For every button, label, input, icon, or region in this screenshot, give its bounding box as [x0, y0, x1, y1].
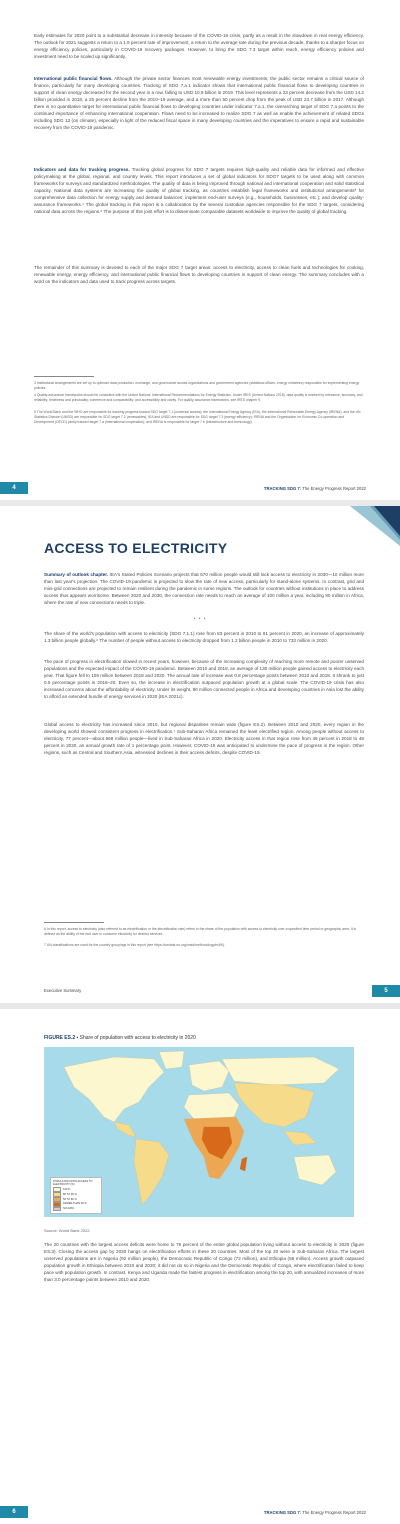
footnote-rule: [34, 376, 94, 377]
running-footer: Executive Summary: [44, 988, 82, 993]
paragraph-public-finance: International public financial flows. Although the private sector finances most renewable energy investments, the public sector remains a critical source of finance, particularly for many developing countries. Tracking of SDG 7.a.1 indicator shows that international public financial flows to developing countries in support of clean energy decreased for the second year in a row, falling to USD 10.9 billion in 2019. This level represents a 23 percent decrease from the USD 14.2 billion provided in 2018, a 25 percent decline from the 2010–19 average, and a more than 50 percent drop from the peak of USD 24.7 billion in 2017. Although there is no quantitative target for international public financial flows to developing countries under indicator 7.a.1, the overarching target of SDG 7.a points to the continued importance of enhancing international cooperation. Flows need to be increased to realize SDG 7 as well as enable the achievement of related SDGs including SDG 13 (on climate), especially in light of the reduced fiscal space in many developing countries and the imperatives to ensure a rapid and sustainable recovery from the COVID-19 pandemic.: [34, 76, 364, 130]
paragraph-intensity: Early estimates for 2020 point to a substantial decrease in intensity because of the COVID-19 crisis, partly as a result in the slowdown in real energy efficiency. The outlook for 2021 suggests a return to a 1.9 percent rate of improvement, a return to the average rate during the previous decade, thanks to a sharper focus on energy efficiency policies, particularly in COVID-19 recovery packages. However, to bring the SDG 7.3 target within reach, energy efficiency policies and investment need to be scaled up significantly.: [34, 33, 364, 59]
running-footer: TRACKING SDG 7: The Energy Progress Report 2022: [263, 1510, 366, 1515]
page-4: [0, 0, 400, 500]
legend-item: [53, 1207, 99, 1212]
footnote-rule: [44, 922, 104, 923]
page-6: [0, 1009, 400, 1524]
heading-public-finance: International public financial flows.: [34, 76, 113, 81]
paragraph-pace: The pace of progress in electrification slowed in recent years, however, because of the increasing complexity of reaching more remote and poorer unserved populations and the expected impact of the COVID-19 pandemic. Between 2010 and 2018, an average of 130 million people gained access to electricity each year. That figure fell to 109 million between 2018 and 2020. The annual rate of increase was 0.8 percentage points between 2010 and 2018. It shrank to just 0.5 percentage points in 2018–20. Even so, the increase in electrification outpaced population growth at a global scale. The COVID-19 crisis has also increased concerns about the affordability of electricity. Under its weight, 90 million connected people in Africa and developing countries in Asia lost the ability to afford an extended bundle of energy services in 2020 (IEA 2021c).: [44, 659, 364, 699]
heading-outlook: Summary of outlook chapter.: [44, 572, 109, 577]
page-title: ACCESS TO ELECTRICITY: [44, 540, 228, 556]
legend-label: 50 TO 80 %: [63, 1197, 77, 1201]
paragraph-top20: The 20 countries with the largest access deficits were home to 76 percent of the entire global population living without access to electricity in 2020 (figure ES.3). Closing the access gap by 2030 hangs on electrification efforts in these 20 countries. Most of the top 20 were in Sub-Saharan Africa. The largest unserved populations are in Nigeria (92 million people), the Democratic Republic of Congo (72 million), and Ethiopia (56 million). Access growth outpaced population growth in Ethiopia between 2010 and 2020; it did not do so in Nigeria and the Democratic Republic of Congo, where electrification failed to keep pace with population growth. In contrast, Kenya and Uganda made the fastest progress in electrification among the top 20, with annualized increases of more than 3.0 percentage points between 2010 and 2020.: [44, 1242, 364, 1282]
figure-label: FIGURE ES.2: [44, 1035, 76, 1041]
legend-label: 100 %: [63, 1188, 71, 1191]
footnote-4: 4 Quality-assurance frameworks should be consistent with the United Nations' International Recommendations for Energy Statistics. Under IRES (United Nations 2018), data quality is marked by relevance, accuracy, and reliability; timeliness and punctuality; coherence and comparability; and accessibility and clarity. For quality-assurance frameworks, see IRES chapter 9.: [34, 393, 363, 402]
north-africa-shape: [184, 1093, 239, 1119]
north-asia-shape: [222, 1057, 339, 1085]
legend-label: FEWER THAN 50 %: [63, 1202, 87, 1206]
legend-label: 80 TO 99 %: [63, 1192, 77, 1196]
footnote-6: 6 In this report, access to electricity (also referred to as electrification or the electrification rate) refers to the share of the population with access to electricity over a specified time period or geographic area. It is defined as the ability of the end user to consume electricity for desired services.: [44, 927, 357, 936]
page-number: 6: [0, 1506, 28, 1518]
legend-swatch: [53, 1207, 61, 1212]
page-number: 4: [0, 482, 28, 494]
page-number: 5: [372, 985, 400, 997]
footnote-5: 5 The World Bank and the WHO are responsible for tracking progress toward SDG target 7.1 (universal access); the International Energy Agency (IEA), the International Renewable Energy Agency (IRENA), and the UN Statistics Division (UNSD) are responsible for SDG target 7.2 (renewables); IEA and UNSD are responsible for SDG target 7.3 (energy efficiency); IRENA and the Organisation for Economic Co-operation and Development (OECD) jointly tracked target 7.a (international cooperation); and IRENA is responsible for target 7.b (infrastructure and technology).: [34, 410, 361, 424]
paragraph-share: The share of the world's population with access to electricity (SDG 7.1.1) rose from 83 percent in 2010 to 91 percent in 2020, an increase of approximately 1.3 billion people globally.⁶ The number of people without access to electricity dropped from 1.2 billion people in 2010 to 733 million in 2020.: [44, 631, 364, 643]
footnote-7: 7 UN classifications are used for the country groupings in this report (see https://unstats.un.org/unsd/methodology/m49/).: [44, 943, 226, 947]
figure-caption: FIGURE ES.2 • Share of population with access to electricity in 2020: [44, 1035, 196, 1041]
heading-indicators: Indicators and data for tracking progress.: [34, 167, 130, 172]
corner-decoration: [330, 506, 400, 546]
paragraph-indicators: Indicators and data for tracking progress. Tracking global progress for SDG 7 targets requires high-quality and reliable data for informed and effective policymaking at the global, regional, and country levels. This report introduces a set of global indicators for SDG7 targets to be used along with common frameworks for surveys and standardized methodologies. The quality of data is being improved through national and international cooperation and solid statistical capacity. National data systems are increasing the quality of global tracking, as countries establish legal frameworks and institutional arrangements³ for comprehensive data collection for energy supply and demand balances; implement end-user surveys (e.g., households, businesses, etc.); and develop quality-assurance frameworks.⁴ The global tracking in this report is a collaboration by the several custodian agencies responsible for the SDG 7 targets, considering national data across the regions.⁵ The purpose of this joint effort is to disseminate comparable datasets worldwide to improve the quality of global tracking.: [34, 167, 364, 214]
legend-title: POPULATION WITH ACCESS TO ELECTRICITY (%): [53, 1180, 93, 1187]
figure-source: Source: World Bank 2022.: [44, 1228, 91, 1233]
map-legend: [50, 1177, 102, 1214]
legend-items: [53, 1187, 99, 1211]
paragraph-remainder: The remainder of this summary is devoted to each of the major SDG 7 target areas: access to electricity, access to clean fuels and technologies for cooking, renewable energy, energy efficiency, and international public financial flows to developing countries in support of clean energy. The summary concludes with a word on the indicators and data used to track progress across targets.: [34, 265, 364, 284]
running-footer: TRACKING SDG 7: The Energy Progress Report 2022: [263, 486, 366, 491]
section-separator: • • •: [193, 616, 207, 622]
page-5: [0, 506, 400, 1003]
footnote-3: 3 Institutional arrangements are set up to optimize data production, exchange, and governance across organizations and government agencies (statistical offices, energy ministries) responsible for implementing energy policies.: [34, 381, 360, 390]
paragraph-outlook: Summary of outlook chapter. IEA's Stated Policies Scenario projects that 670 million people would still lack access to electricity in 2030—10 million more than last year's projection. The COVID-19 pandemic is projected to slow the rate of new access, particularly for stand-alone systems. In contrast, grid and mini-grid connections are projected to remain resilient during the pandemic in some regions. The outlook for countries without institutions in place to address access thus appears worrisome. Between 2020 and 2030, the connection rate needs to reach an average of 100 million a year, including 80 million in Africa, where the rate of new connections needs to triple.: [44, 572, 364, 605]
paragraph-regional: Global access to electricity has increased since 2010, but regional disparities remain wide (figure ES.2). Between 2010 and 2020, every region in the developing world showed consistent progress in electrification.⁷ Sub-Saharan Africa remained the least electrified region. Among people without access to electricity, 77 percent—about 568 million people—lived in Sub-Saharan Africa in 2020. Electricity access in that region rose from 46 percent in 2018 to 48 percent in 2020, an annual growth rate of 1 percentage point. However, COVID-19 was anticipated to undermine the pace of progress in the region. Other regions, such as Central and Southern Asia, witnessed declines in their access deficits, despite COVID-19.: [44, 722, 364, 755]
legend-label: NO DATA: [63, 1207, 75, 1211]
